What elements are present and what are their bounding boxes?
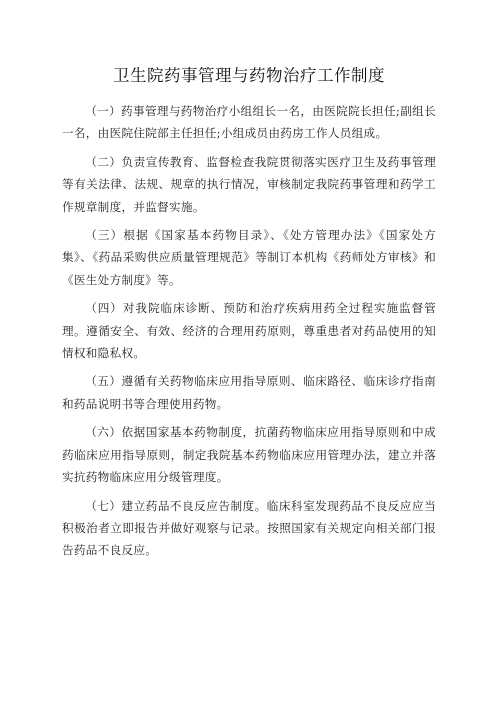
document-title: 卫生院药事管理与药物治疗工作制度	[113, 66, 385, 85]
paragraph-2: （二）负责宣传教育、监督检查我院贯彻落实医疗卫生及药事管理等有关法律、法规、规章的执行情况，审核制定我院药事管理和药学工作规章制度，并监督实施。	[62, 154, 436, 214]
paragraph-1: （一）药事管理与药物治疗小组组长一名，由医院院长担任;副组长一名，由医院住院部主任担任;小组成员由药房工作人员组成。	[62, 104, 436, 141]
paragraph-4: （四）对我院临床诊断、预防和治疗疾病用药全过程实施监督管理。遵循安全、有效、经济的合理用药原则，尊重患者对药品使用的知情权和隐私权。	[62, 301, 436, 361]
paragraph-7: （七）建立药品不良反应告制度。临床科室发现药品不良反应应当积极治者立即报告并做好观察与记录。按照国家有关规定向相关部门报告药品不良反应。	[62, 498, 436, 558]
paragraph-6: （六）依据国家基本药物制度，抗菌药物临床应用指导原则和中成药临床应用指导原则，制定我院基本药物临床应用管理办法，建立并落实抗药物临床应用分级管理度。	[62, 425, 436, 485]
paragraph-3: （三）根据《国家基本药物目录》、《处方管理办法》《国家处方集》、《药品采购供应质量管理规范》等制订本机构《药师处方审核》和《医生处方制度》等。	[62, 228, 436, 287]
paragraph-5: （五）遵循有关药物临床应用指导原则、临床路径、临床诊疗指南和药品说明书等合理使用药物。	[62, 374, 436, 411]
